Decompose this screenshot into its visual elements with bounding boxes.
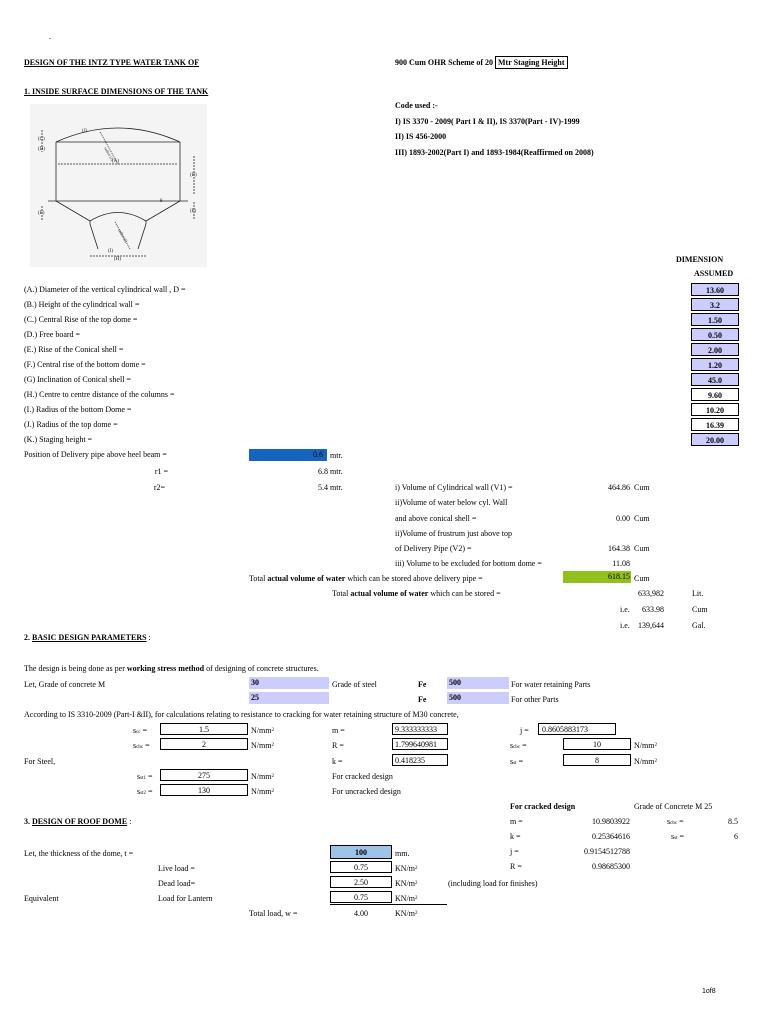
fe1-desc: For water retaining Parts	[511, 680, 591, 689]
dim-label-k: (K.) Staging height =	[24, 435, 93, 444]
label-j: (J)	[82, 129, 88, 134]
code-line-1: I) IS 3370 - 2009( Part I & II), IS 3370(Part - IV)-1999	[395, 117, 580, 126]
dim-value-e[interactable]: 2.00	[691, 343, 739, 356]
dead-load-note: (including load for finishes)	[448, 879, 538, 888]
cracked-k-label: k =	[510, 832, 521, 841]
cracked-j-label: j =	[510, 847, 519, 856]
lantern-unit-text: KN/m	[395, 894, 415, 903]
scbc2-sym: s	[510, 741, 514, 750]
scc-value[interactable]: 1.5	[160, 723, 248, 735]
ie1-unit: Cum	[692, 605, 708, 614]
ie1-label: i.e.	[620, 605, 630, 614]
sst2-desc: For uncracked design	[332, 787, 401, 796]
label-b: (B)	[190, 173, 197, 178]
sst-sym: s	[510, 757, 514, 766]
sst2-unit-sq: 2	[271, 789, 274, 794]
scc-sub: cc	[136, 730, 141, 735]
cracked-m-value: 10.9803922	[592, 817, 630, 826]
fe1-value[interactable]: 500	[447, 677, 509, 689]
R-value: 1.799640981	[392, 738, 448, 750]
cracked-R-value: 0.98685300	[592, 862, 630, 871]
v2b-unit: Cum	[634, 514, 650, 523]
fe2-label: Fe	[418, 695, 427, 704]
cracked-scbc-label: scbc =	[667, 817, 684, 826]
r1-label: r1 =	[154, 467, 168, 476]
scbc2-unit-sq: 2	[654, 743, 657, 748]
section1-title: 1. INSIDE SURFACE DIMENSIONS OF THE TANK	[24, 87, 209, 96]
sst2-label: sst2 =	[137, 787, 153, 796]
total-load-unit	[395, 908, 418, 919]
is-note: According to IS 3310-2009 (Part-I &II), for calculations relating to resistance to cracking for water retaining structure of M30 concrete,	[24, 710, 459, 719]
m-value: 9.333333333	[392, 723, 448, 735]
scbc2-unit-text: N/mm	[634, 741, 655, 750]
dead-load-unit	[395, 878, 418, 889]
dim-value-a[interactable]: 13.60	[691, 283, 739, 296]
code-title: Code used :-	[395, 101, 438, 110]
scbc-label: scbc =	[133, 741, 150, 750]
total2-unit: Lit.	[692, 589, 704, 598]
dim-label-d: (D.) Free board =	[24, 330, 81, 339]
total1-unit: Cum	[634, 574, 650, 583]
sst-label: sst =	[510, 757, 523, 766]
thickness-unit: mm.	[395, 849, 410, 858]
cracked-j-value: 0.9154512788	[584, 847, 630, 856]
staging-height-box: Mtr Staging Height	[495, 56, 568, 69]
scbc2-unit	[634, 740, 657, 751]
page-number: 1of8	[702, 988, 716, 995]
cracked-sst-sub: st	[674, 836, 678, 841]
v3b-label: of Delivery Pipe (V2) =	[395, 544, 472, 553]
total2-text-a: Total	[332, 589, 351, 598]
v3a-label: ii)Volume of frustrum just above top	[395, 529, 512, 538]
dim-value-i[interactable]: 10.20	[691, 403, 739, 416]
intro-b: working stress method	[126, 664, 205, 673]
j-label: j =	[520, 726, 529, 735]
total-unit-text: KN/m	[395, 909, 415, 918]
total1-text-c: which can be stored above delivery pipe =	[345, 574, 483, 583]
section2-title-post: :	[146, 633, 151, 642]
dimension-header: DIMENSION	[676, 255, 724, 264]
lantern-unit	[395, 893, 418, 904]
ie2-unit: Gal.	[692, 621, 706, 630]
dim-label-g: (G) Inclination of Conical shell =	[24, 375, 131, 384]
dim-value-j[interactable]: 16.39	[691, 418, 739, 431]
cracked-grade: Grade of Concrete M 25	[634, 802, 713, 811]
scc-sym: s	[133, 726, 137, 735]
dead-unit-text: KN/m	[395, 879, 415, 888]
r2-label: r2=	[153, 483, 165, 492]
sst1-label: sst1 =	[137, 772, 153, 781]
total1-value: 618.15	[563, 571, 631, 583]
sst1-unit-text: N/mm	[251, 772, 272, 781]
dim-label-f: (F.) Central rise of the bottom dome =	[24, 360, 146, 369]
lantern-value[interactable]: 0.75	[330, 891, 392, 903]
r2-unit: mtr.	[330, 483, 343, 492]
dim-value-b[interactable]: 3.2	[691, 298, 739, 311]
cracked-scbc-value: 8.5	[728, 817, 738, 826]
v3b-unit: Cum	[634, 544, 650, 553]
dim-value-d[interactable]: 0.50	[691, 328, 739, 341]
total2-value: 633,982	[638, 589, 664, 598]
sst-sub: st	[513, 761, 517, 766]
scbc2-sub: cbc	[513, 745, 521, 750]
dim-value-c[interactable]: 1.50	[691, 313, 739, 326]
for-steel-label: For Steel,	[24, 757, 56, 766]
total2-text-c: which can be stored =	[428, 589, 501, 598]
sst-value[interactable]: 8	[563, 754, 631, 766]
cracked-k-value: 0.25364616	[592, 832, 630, 841]
dim-value-g[interactable]: 45.0	[691, 373, 739, 386]
v1-unit: Cum	[634, 483, 650, 492]
dead-load-value[interactable]: 2.50	[330, 876, 392, 888]
scbc-unit	[251, 740, 274, 751]
dim-value-f[interactable]: 1.20	[691, 358, 739, 371]
dim-label-b: (B.) Height of the cylindrical wall =	[24, 300, 140, 309]
stray-dot: .	[49, 32, 51, 41]
dim-label-j: (J.) Radius of the top dome =	[24, 420, 118, 429]
sst-unit	[634, 756, 657, 767]
v1-label: i) Volume of Cylindrical wall (V1) =	[395, 483, 513, 492]
total2-text-b: actual volume of water	[350, 589, 429, 598]
j-value: 0.8605883173	[538, 723, 616, 735]
steel-grade-label: Grade of steel	[332, 680, 377, 689]
delivery-value[interactable]: 0.6	[249, 449, 327, 461]
live-load-value[interactable]: 0.75	[330, 861, 392, 873]
k-label: k =	[332, 757, 343, 766]
sst2-unit-text: N/mm	[251, 787, 272, 796]
r2-value: 5.4	[318, 483, 328, 492]
label-e: (E)	[38, 211, 45, 216]
sst2-value[interactable]: 130	[160, 784, 248, 796]
label-radius-j: radius (J)	[103, 146, 115, 162]
scc-unit-sq: 2	[271, 728, 274, 733]
cracked-scbc-sym: s	[667, 817, 671, 826]
sst1-unit-sq: 2	[271, 774, 274, 779]
section3-title	[24, 816, 131, 827]
section3-title-post: :	[127, 817, 132, 826]
intro-c: of designing of concrete structures.	[204, 664, 319, 673]
tank-diagram	[30, 104, 207, 267]
lantern-unit-sq: 2	[415, 896, 418, 901]
cracked-m-label: m =	[510, 817, 523, 826]
cracked-sst-label: sst =	[671, 832, 684, 841]
fe1-label: Fe	[418, 680, 427, 689]
label-i: (I)	[108, 249, 113, 254]
ie2-value: 139,644	[638, 621, 664, 630]
sst2-unit	[251, 786, 274, 797]
label-h: (H)	[114, 257, 121, 262]
section3-title-pre: 3.	[24, 817, 32, 826]
label-theta: θ	[160, 199, 163, 204]
r1-unit: mtr.	[330, 467, 343, 476]
fe2-desc: For other Parts	[511, 695, 559, 704]
dim-label-e: (E.) Rise of the Conical shell =	[24, 345, 124, 354]
sst1-value[interactable]: 275	[160, 769, 248, 781]
sst1-unit	[251, 771, 274, 782]
grade-label: Let, Grade of concrete M	[24, 680, 106, 689]
scbc-sub: cbc	[136, 745, 144, 750]
cracked-sst-sym: s	[671, 832, 675, 841]
sst-unit-sq: 2	[654, 759, 657, 764]
dim-label-h: (H.) Centre to centre distance of the columns =	[24, 390, 175, 399]
v4-label: iii) Volume to be excluded for bottom dome =	[395, 559, 542, 568]
code-line-2: II) IS 456-2000	[395, 132, 447, 141]
cracked-scbc-sub: cbc	[670, 821, 678, 826]
code-line-3: III) 1893-2002(Part I) and 1893-1984(Reaffirmed on 2008)	[395, 148, 594, 157]
scc-label: scc =	[133, 726, 148, 735]
intro-a: The design is being done as per	[24, 664, 127, 673]
v2b-value: 0.00	[616, 514, 630, 523]
label-d: (D)	[38, 147, 45, 152]
r1-value: 6.8	[318, 467, 328, 476]
total-line	[330, 904, 447, 905]
v2a-label: ii)Volume of water below cyl. Wall	[395, 498, 508, 507]
dim-label-a: (A.) Diameter of the vertical cylindrical wall , D =	[24, 285, 186, 294]
delivery-label: Position of Delivery pipe above heel beam =	[24, 450, 167, 459]
equivalent-label: Equivalent	[24, 894, 59, 903]
v1-value: 464.86	[608, 483, 630, 492]
v3b-value: 164.38	[608, 544, 630, 553]
thickness-label: Let, the thickness of the dome, t =	[24, 849, 134, 858]
scbc-sym: s	[133, 741, 137, 750]
total-unit-sq: 2	[415, 911, 418, 916]
dim-value-k[interactable]: 20.00	[691, 433, 739, 446]
total1-text-a: Total	[249, 574, 268, 583]
live-load-unit	[395, 863, 418, 874]
scbc-value[interactable]: 2	[160, 738, 248, 750]
m-label: m =	[332, 726, 345, 735]
live-load-label: Live load =	[158, 864, 195, 873]
grade-value-2[interactable]: 25	[249, 692, 329, 704]
cracked-R-label: R =	[510, 862, 522, 871]
sst2-sym: s	[137, 787, 141, 796]
dead-load-label: Dead load=	[158, 879, 196, 888]
dim-label-i: (I.) Radius of the bottom Dome =	[24, 405, 132, 414]
cracked-title: For cracked design	[510, 802, 576, 811]
section2-title	[24, 632, 151, 643]
scc-unit-text: N/mm	[251, 726, 272, 735]
live-unit-sq: 2	[415, 866, 418, 871]
scc-unit	[251, 725, 274, 736]
doc-title: DESIGN OF THE INTZ TYPE WATER TANK OF	[24, 58, 200, 67]
v2b-label: and above conical shell =	[395, 514, 477, 523]
scbc-unit-text: N/mm	[251, 741, 272, 750]
total2-label	[332, 588, 501, 599]
live-unit-text: KN/m	[395, 864, 415, 873]
label-a: (A)	[112, 159, 119, 164]
total-load-label: Total load, w =	[249, 909, 298, 918]
tank-diagram-svg	[30, 104, 207, 267]
ie1-value: 633.98	[642, 605, 664, 614]
scheme-title-text: 900 Cum OHR Scheme of 20	[395, 58, 493, 67]
total-load-value: 4.00	[354, 909, 368, 918]
delivery-unit: mtr.	[330, 451, 343, 460]
label-f: (F)	[190, 209, 197, 214]
scheme-title	[395, 57, 568, 68]
total1-label	[249, 573, 483, 584]
section2-title-text: BASIC DESIGN PARAMETERS	[32, 633, 147, 642]
cracked-sst-value: 6	[734, 832, 738, 841]
ie2-label: i.e.	[620, 621, 630, 630]
total1-text-b: actual volume of water	[267, 574, 346, 583]
dead-unit-sq: 2	[415, 881, 418, 886]
fe2-value[interactable]: 500	[447, 692, 509, 704]
R-label: R =	[332, 741, 344, 750]
dim-label-c: (C.) Central Rise of the top dome =	[24, 315, 138, 324]
label-radius-i: radius (I)	[117, 228, 129, 244]
assumed-header: ASSUMED	[694, 269, 734, 278]
section2-title-pre: 2.	[24, 633, 32, 642]
v4-value: 11.08	[612, 559, 630, 568]
dim-value-h[interactable]: 9.60	[691, 388, 739, 401]
sst1-sub: st1	[140, 776, 146, 781]
lantern-label: Load for Lantern	[158, 894, 213, 903]
sst1-sym: s	[137, 772, 141, 781]
scbc2-value[interactable]: 10	[563, 738, 631, 750]
grade-value-1[interactable]: 30	[249, 677, 329, 689]
label-c: (C)	[38, 137, 45, 142]
section2-intro	[24, 663, 319, 674]
thickness-value[interactable]: 100	[330, 845, 392, 859]
sst2-sub: st2	[140, 791, 146, 796]
k-value: 0.418235	[392, 754, 448, 766]
sst-unit-text: N/mm	[634, 757, 655, 766]
scbc2-label: scbc =	[510, 741, 527, 750]
section3-title-text: DESIGN OF ROOF DOME	[32, 817, 128, 826]
scbc-unit-sq: 2	[271, 743, 274, 748]
sst1-desc: For cracked design	[332, 772, 393, 781]
